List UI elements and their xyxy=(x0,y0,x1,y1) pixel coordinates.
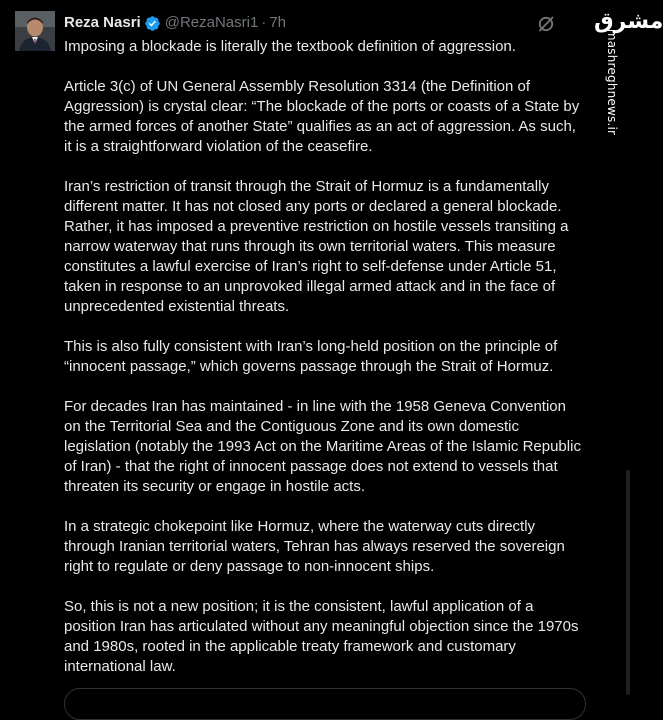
tweet-paragraph: For decades Iran has maintained - in line with the 1958 Geneva Convention on the Territorial Sea and the Contiguous Zone and its own domestic legislation (notably the 1993 Act on the Maritime Areas of the Islamic Republic of Iran) - that the right of innocent passage does not extend to vessels that threaten its security or engage in hostile acts. xyxy=(64,398,581,495)
tweet-paragraph: Iran’s restriction of transit through the Strait of Hormuz is a fundamentally different matter. It has not closed any ports or declared a general blockade. Rather, it has imposed a preventive restriction on hostile vessels transiting a narrow waterway that runs through its own territorial waters. This measure constitutes a lawful exercise of Iran’s right to self-defense under Article 51, taken in response to an unprovoked illegal armed attack and in the face of unprecedented existential threats. xyxy=(64,178,569,315)
tweet-timestamp[interactable]: 7h xyxy=(269,14,286,31)
quoted-card-edge[interactable] xyxy=(64,688,586,720)
avatar[interactable] xyxy=(15,11,55,51)
watermark-site xyxy=(592,28,632,136)
avatar-image xyxy=(15,11,55,51)
mashregh-watermark xyxy=(592,8,663,136)
scrollbar[interactable] xyxy=(626,470,630,695)
header-separator: · xyxy=(261,14,267,31)
tweet-paragraph: So, this is not a new position; it is the consistent, lawful application of a position Iran has articulated without any meaningful objection since the 1970s and 1980s, rooted in the applicable treaty framework and customary international law. xyxy=(64,598,579,675)
watermark-site-text: mashreghnews.ir xyxy=(605,28,619,136)
tweet-text xyxy=(64,37,584,677)
tweet-paragraph: This is also fully consistent with Iran’s long-held position on the principle of “innocent passage,” which governs passage through the Strait of Hormuz. xyxy=(64,338,558,375)
display-name[interactable]: Reza Nasri xyxy=(64,14,141,31)
tweet-paragraph: In a strategic chokepoint like Hormuz, where the waterway cuts directly through Iranian territorial waters, Tehran has always reserved the sovereign right to regulate or deny passage to non-innocent ships. xyxy=(64,518,565,575)
user-handle[interactable]: @RezaNasri1 xyxy=(164,14,259,31)
verified-badge-icon xyxy=(144,15,161,32)
tweet-header xyxy=(64,13,286,33)
tweet-paragraph: Imposing a blockade is literally the textbook definition of aggression. xyxy=(64,38,516,55)
watermark-logo: مشرق xyxy=(594,9,663,34)
grok-icon[interactable] xyxy=(536,14,556,34)
tweet-paragraph: Article 3(c) of UN General Assembly Resolution 3314 (the Definition of Aggression) is crystal clear: “The blockade of the ports or coasts of a State by the armed forces of another State” qualifies as an act of aggression. As such, it is a straightforward violation of the ceasefire. xyxy=(64,78,580,155)
